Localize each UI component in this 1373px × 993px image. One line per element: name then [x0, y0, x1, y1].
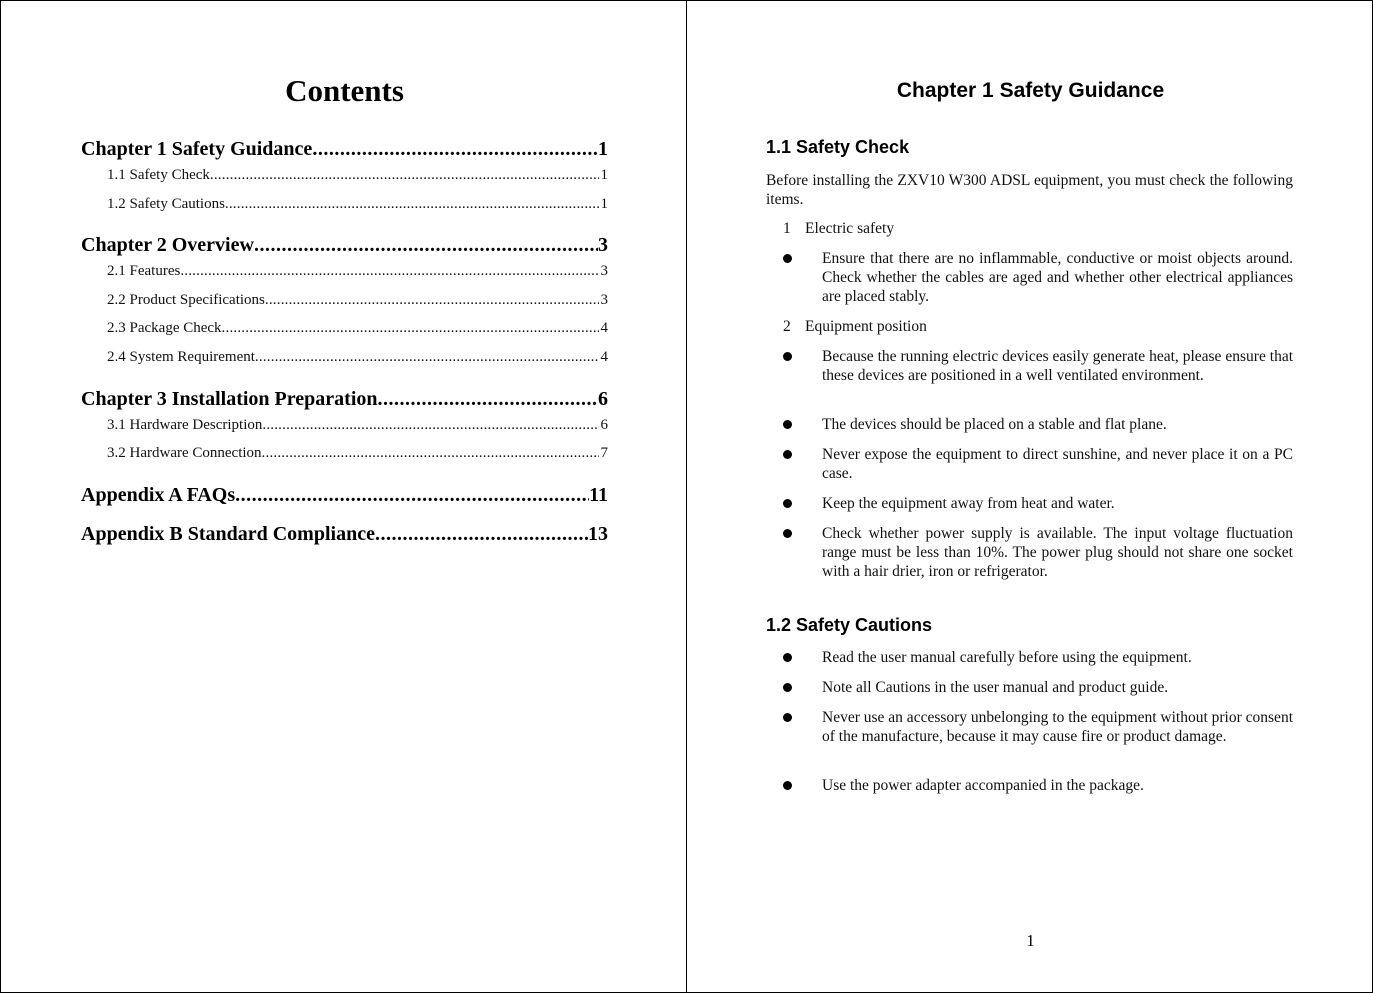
bullet-item: Never expose the equipment to direct sunshine, and never place it on a PC case.: [783, 445, 1293, 483]
toc-entry[interactable]: Chapter 2 Overview ..... 3: [81, 233, 608, 257]
bullet-dot-icon: [783, 529, 792, 538]
bullet-item: The devices should be placed on a stable and flat plane.: [783, 415, 1293, 434]
section-heading: 1.1 Safety Check: [766, 137, 910, 157]
intro-paragraph: Before installing the ZXV10 W300 ADSL equipment, you must check the following items.: [766, 172, 1293, 208]
numbered-item: 2 Equipment position: [783, 318, 927, 335]
chapter-title: Chapter 1 Safety Guidance: [896, 79, 1165, 102]
bullet-dot-icon: [783, 499, 792, 508]
bullet-dot-icon: [783, 254, 792, 263]
bullet-item: Ensure that there are no inflammable, conductive or moist objects around. Check whether the cables are aged and whether other electrical appliances are placed stably.: [783, 249, 1293, 306]
toc-entry[interactable]: 2.4 System Requirement ..... 4: [81, 347, 608, 367]
chapter-page: [686, 0, 1373, 993]
toc-entry[interactable]: 2.3 Package Check ..... 4: [81, 318, 608, 338]
bullet-dot-icon: [783, 653, 792, 662]
toc-entry[interactable]: 3.2 Hardware Connection ..... 7: [81, 443, 608, 463]
toc-entry[interactable]: 2.2 Product Specifications ..... 3: [81, 290, 608, 310]
toc-entry[interactable]: Appendix A FAQs ..... 11: [81, 483, 608, 507]
toc-entry[interactable]: 1.2 Safety Cautions ..... 1: [81, 194, 608, 214]
bullet-dot-icon: [783, 781, 792, 790]
toc-title: Contents: [285, 73, 404, 108]
bullet-dot-icon: [783, 420, 792, 429]
bullet-dot-icon: [783, 450, 792, 459]
bullet-dot-icon: [783, 352, 792, 361]
bullet-item: Note all Cautions in the user manual and product guide.: [783, 678, 1293, 697]
section-heading: 1.2 Safety Cautions: [766, 615, 933, 635]
toc-entry[interactable]: Chapter 3 Installation Preparation ..... 6: [81, 387, 608, 411]
numbered-item: 1 Electric safety: [783, 220, 895, 237]
bullet-item: Never use an accessory unbelonging to the equipment without prior consent of the manufacture, because it may cause fire or product damage.: [783, 708, 1293, 746]
toc-entry[interactable]: 2.1 Features ..... 3: [81, 261, 608, 281]
toc-entry[interactable]: 3.1 Hardware Description ..... 6: [81, 415, 608, 435]
bullet-item: Keep the equipment away from heat and water.: [783, 494, 1293, 513]
bullet-item: Use the power adapter accompanied in the package.: [783, 776, 1293, 795]
page-number: 1: [1026, 931, 1035, 950]
bullet-dot-icon: [783, 683, 792, 692]
bullet-item: Check whether power supply is available. The input voltage fluctuation range must be less than 10%. The power plug should not share one socket with a hair drier, iron or refrigerator.: [783, 524, 1293, 581]
toc-entry[interactable]: Chapter 1 Safety Guidance ..... 1: [81, 137, 608, 161]
bullet-item: Read the user manual carefully before using the equipment.: [783, 648, 1293, 667]
bullet-dot-icon: [783, 713, 792, 722]
bullet-item: Because the running electric devices easily generate heat, please ensure that these devices are positioned in a well ventilated environment.: [783, 347, 1293, 385]
toc-entry[interactable]: 1.1 Safety Check ..... 1: [81, 165, 608, 185]
toc-entry[interactable]: Appendix B Standard Compliance ..... 13: [81, 522, 608, 546]
